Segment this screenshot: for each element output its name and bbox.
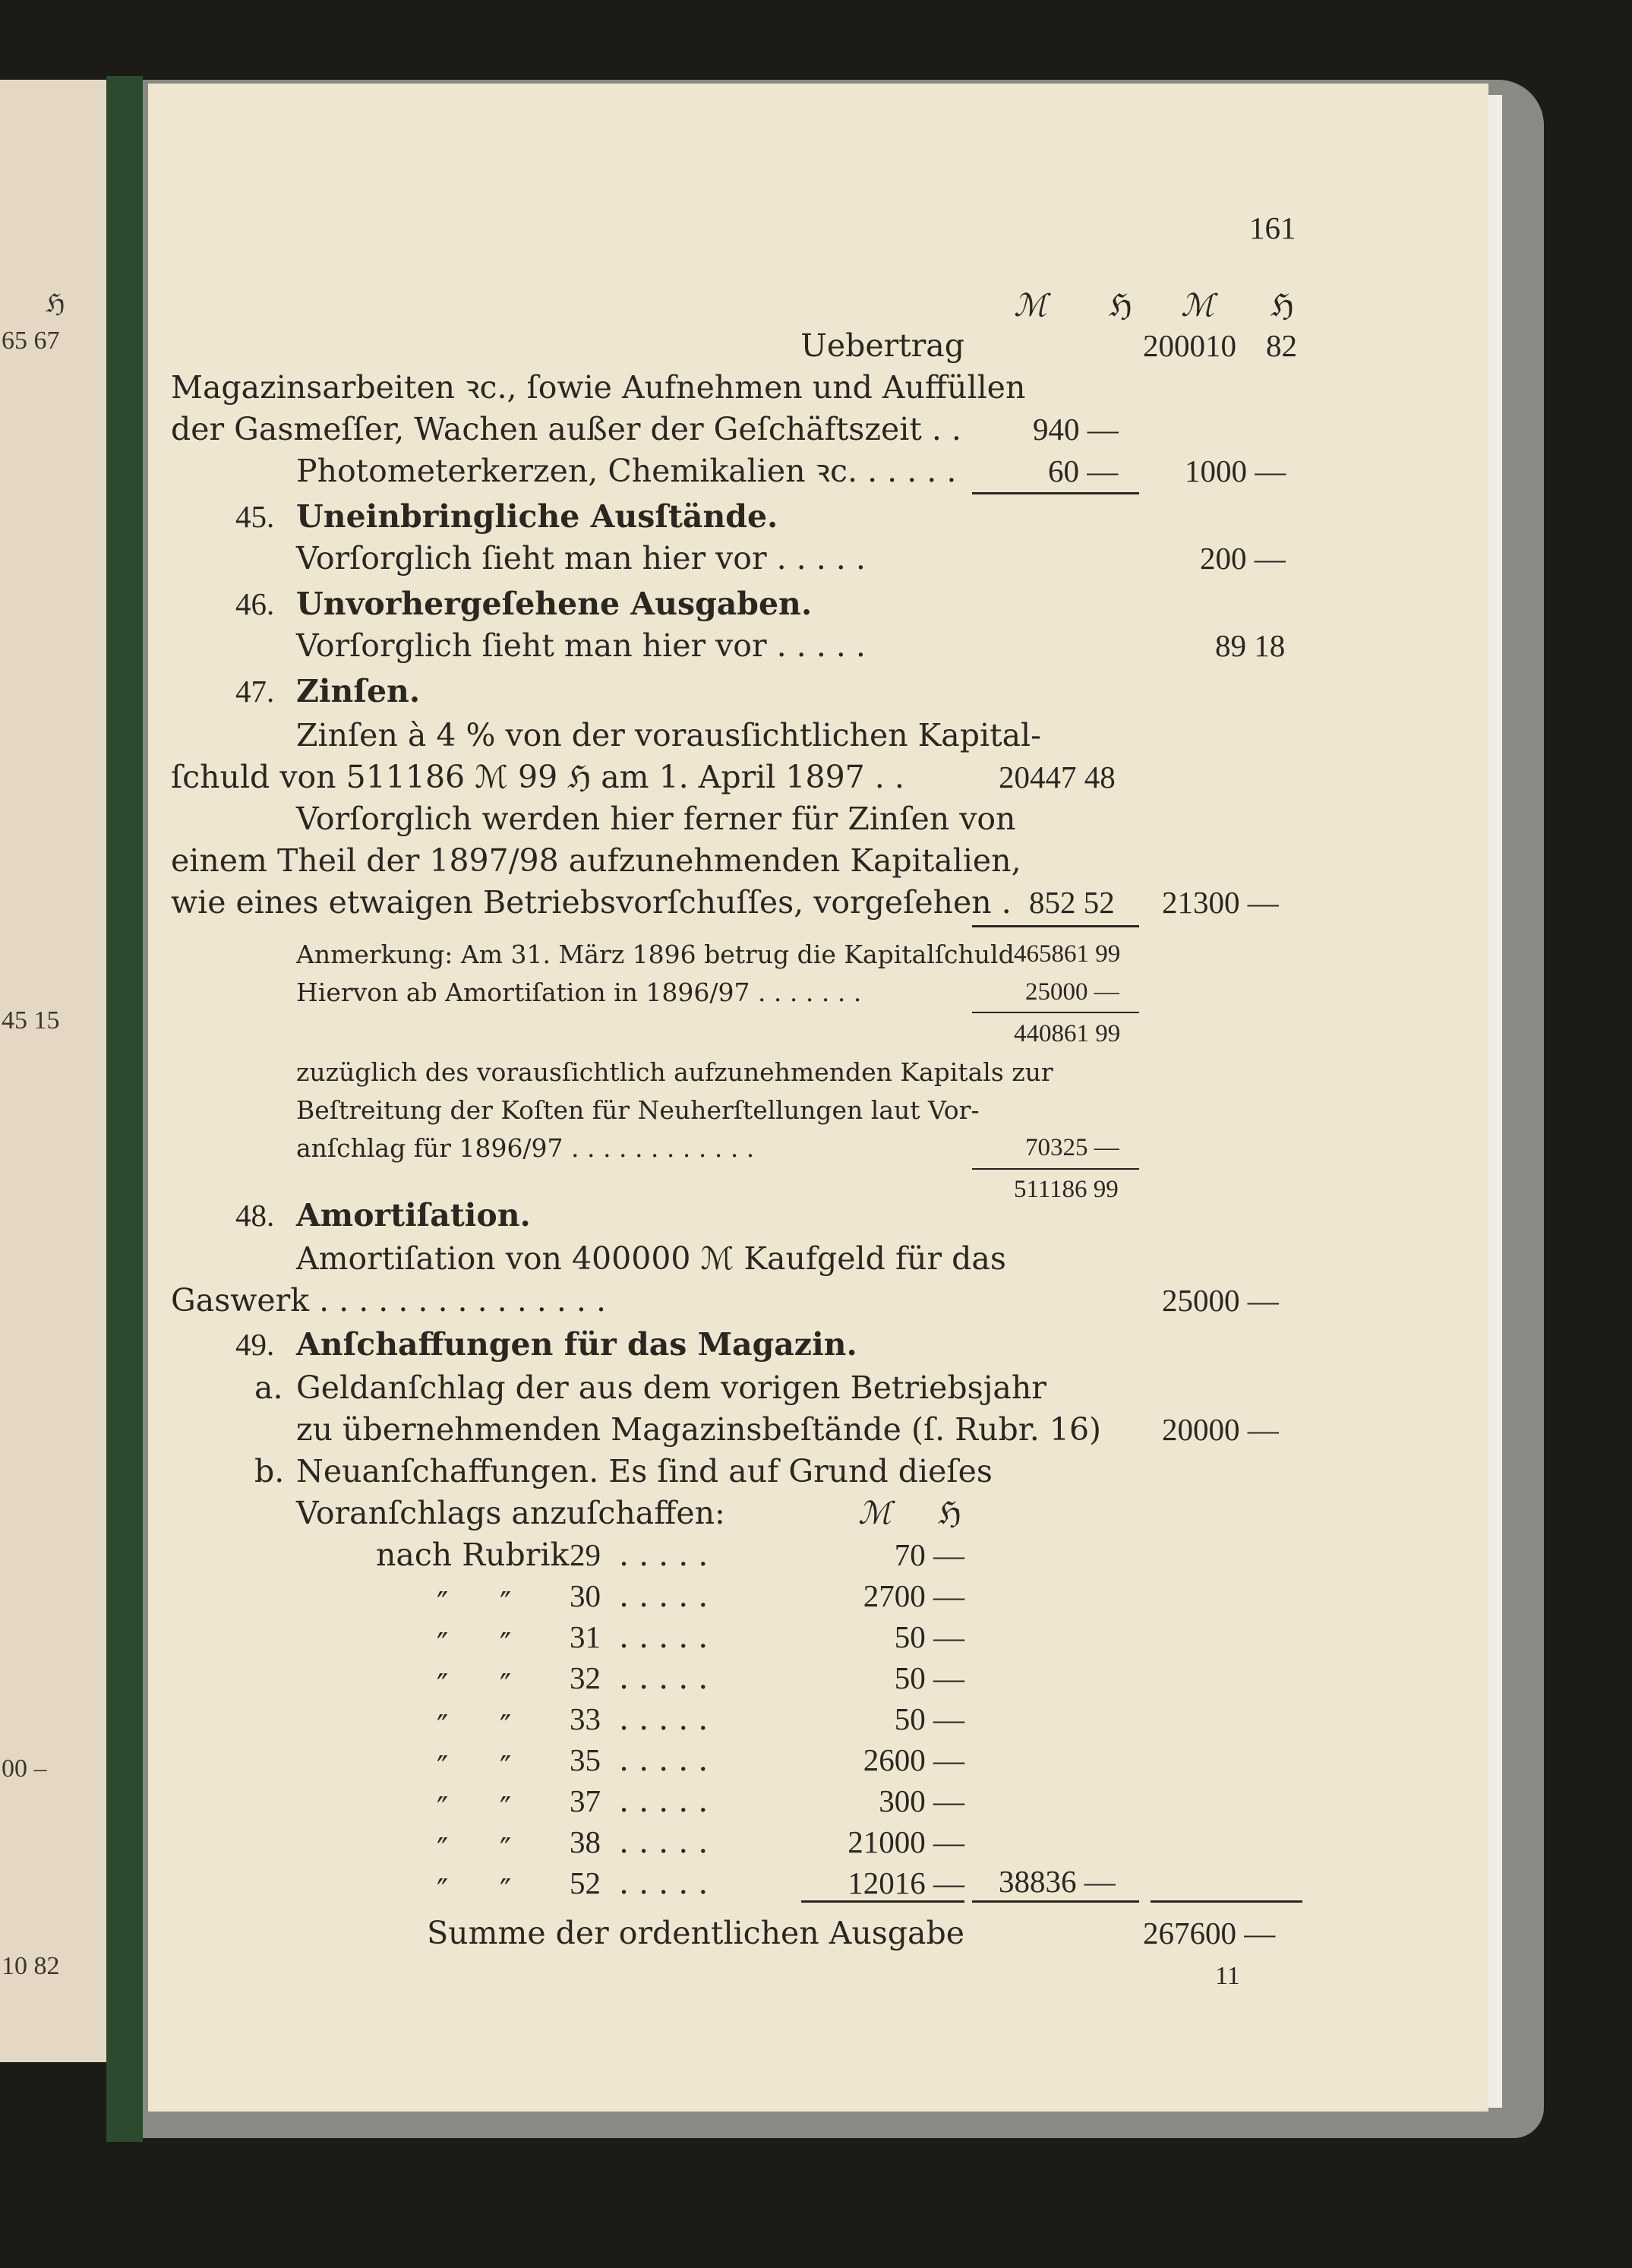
sum-amount: 267600 — [1143,1916,1276,1951]
amount-c1: 940 — [1033,412,1119,447]
rubrik-amount: 50 — [894,1619,964,1654]
note-amount: 70325 — [1025,1134,1119,1161]
text-line: Voranſchlags anzuſchaffen: [296,1495,725,1531]
column-header-mark: ℳ [1014,287,1047,324]
ditto-mark: ″ [437,1790,449,1827]
dot-leader: . . . . . [619,1865,709,1901]
text-line: Vorſorglich ſieht man hier vor . . . . . [296,540,866,576]
sub-header-mark: ℳ [858,1495,892,1531]
left-fragment: 65 67 [2,327,60,355]
text-line: Vorſorglich werden hier ferner für Zinſen von [296,801,1016,837]
amount-c1: 852 52 [1029,885,1115,920]
left-fragment: 00 – [2,1755,47,1783]
page-number: 161 [1249,210,1296,245]
amount-c2: 89 18 [1215,628,1286,663]
amount-c2: 1000 — [1185,453,1286,488]
rubrik-number: 33 [570,1701,601,1736]
carry-over-label: Uebertrag [800,327,964,364]
rubrik-amount: 2700 — [863,1578,964,1613]
text-line: wie eines etwaigen Betriebsvorſchuſſes, vorgeſehen . [171,884,1012,921]
rubrik-number: 37 [570,1783,601,1818]
note-line: zuzüglich des vorausſichtlich aufzunehmenden Kapitals zur [296,1057,1053,1087]
ditto-mark: ″ [437,1708,449,1745]
rubrik-number: 31 [570,1619,601,1654]
dot-leader: . . . . . [619,1783,709,1819]
rubrik-amount: 12016 — [848,1865,964,1900]
ditto-mark: ″ [500,1667,512,1704]
rubrik-number: 38 [570,1824,601,1859]
note-amount: 465861 99 [1014,940,1121,968]
ditto-mark: ″ [437,1667,449,1704]
item-label: b. [254,1453,285,1489]
column-header-pf: ℌ [1109,287,1132,324]
amount-c2: 25000 — [1162,1283,1279,1318]
amount-c1: 60 — [1048,453,1119,488]
note-line: Anmerkung: Am 31. März 1896 betrug die Kapitalſchuld [296,940,1015,969]
dot-leader: . . . . . [619,1742,709,1778]
dot-leader: . . . . . [619,1578,709,1614]
sub-header-pf: ℌ [938,1495,961,1531]
amount-c1: 38836 — [999,1864,1116,1899]
item-label: a. [254,1369,283,1406]
rubrik-number: 29 [570,1537,601,1572]
carry-over-mark: 200010 [1143,328,1236,363]
text-line: Magazinsarbeiten ꝛc., ſowie Aufnehmen und Auffüllen [171,369,1026,406]
section-number: 48. [235,1198,275,1233]
amount-c2: 21300 — [1162,885,1279,920]
rubrik-label: nach Rubrik [376,1537,570,1573]
sum-rule [972,1900,1139,1903]
section-title: Unvorhergeſehene Ausgaben. [296,586,813,622]
carry-over-pf: 82 [1266,328,1297,363]
text-line: zu übernehmenden Magazinsbeſtände (ſ. Rubr. 16) [296,1411,1102,1448]
amount-c1: 20447 48 [999,760,1116,794]
dot-leader: . . . . . [619,1701,709,1737]
rubrik-number: 32 [570,1660,601,1695]
text-line: einem Theil der 1897/98 aufzunehmenden Kapitalien, [171,842,1021,879]
rubrik-number: 35 [570,1742,601,1777]
page-edge [1488,95,1502,2108]
note-line: Beſtreitung der Koſten für Neuherſtellungen laut Vor- [296,1095,980,1125]
note-line: anſchlag für 1896/97 . . . . . . . . . . . . [296,1133,755,1163]
left-fragment: ℌ [46,290,65,318]
ditto-mark: ″ [437,1749,449,1786]
note-amount: 511186 99 [1014,1176,1119,1203]
sum-rule [972,925,1139,927]
sum-rule [972,1012,1139,1013]
note-amount: 440861 99 [1014,1020,1121,1047]
rubrik-number: 52 [570,1865,601,1900]
ditto-mark: ″ [437,1626,449,1663]
ditto-mark: ″ [500,1708,512,1745]
text-line: Gaswerk . . . . . . . . . . . . . . . [171,1282,607,1319]
rubrik-amount: 2600 — [863,1742,964,1777]
ditto-mark: ″ [437,1585,449,1622]
text-line: ſchuld von 511186 ℳ 99 ℌ am 1. April 1897 . . [171,759,904,795]
rubrik-amount: 70 — [894,1537,964,1572]
sum-rule [972,1168,1139,1170]
section-title: Uneinbringliche Ausſtände. [296,498,778,535]
section-number: 47. [235,674,275,709]
left-fragment: 10 82 [2,1952,60,1980]
section-title: Amortiſation. [296,1197,531,1234]
right-page [148,84,1488,2112]
text-line: Neuanſchaffungen. Es ſind auf Grund dieſes [296,1453,993,1489]
text-line: Zinſen à 4 % von der vorausſichtlichen Kapital- [296,717,1041,753]
text-line: Vorſorglich ſieht man hier vor . . . . . [296,627,866,664]
ditto-mark: ″ [500,1790,512,1827]
sum-rule [1151,1900,1302,1903]
sum-label: Summe der ordentlichen Ausgabe [427,1915,964,1951]
section-title: Zinſen. [296,673,421,709]
sum-rule [972,492,1139,494]
note-line: Hiervon ab Amortiſation in 1896/97 . . . . . . . [296,978,862,1007]
signature-mark: 11 [1215,1962,1240,1990]
ditto-mark: ″ [437,1872,449,1909]
ditto-mark: ″ [500,1626,512,1663]
ditto-mark: ″ [500,1831,512,1868]
rubrik-amount: 50 — [894,1701,964,1736]
section-number: 49. [235,1327,275,1362]
ditto-mark: ″ [437,1831,449,1868]
text-line: Geldanſchlag der aus dem vorigen Betriebsjahr [296,1369,1046,1406]
rubrik-number: 30 [570,1578,601,1613]
note-amount: 25000 — [1025,978,1119,1006]
dot-leader: . . . . . [619,1660,709,1696]
amount-c2: 20000 — [1162,1412,1279,1447]
rubrik-amount: 50 — [894,1660,964,1695]
section-number: 46. [235,586,275,621]
dot-leader: . . . . . [619,1537,709,1573]
dot-leader: . . . . . [619,1619,709,1655]
book-spine [106,76,143,2142]
sum-rule [801,1900,964,1903]
column-header-pf: ℌ [1271,287,1294,324]
rubrik-amount: 300 — [879,1783,964,1818]
ditto-mark: ″ [500,1872,512,1909]
rubrik-amount: 21000 — [848,1824,964,1859]
left-fragment: 45 15 [2,1006,60,1034]
section-number: 45. [235,499,275,534]
dot-leader: . . . . . [619,1824,709,1860]
ditto-mark: ″ [500,1585,512,1622]
column-header-mark: ℳ [1181,287,1214,324]
ditto-mark: ″ [500,1749,512,1786]
text-line: Amortiſation von 400000 ℳ Kaufgeld für das [296,1240,1006,1277]
section-title: Anſchaffungen für das Magazin. [296,1326,857,1363]
amount-c2: 200 — [1200,541,1286,576]
text-line: der Gasmeſſer, Wachen außer der Geſchäftszeit . . [171,411,961,447]
text-line: Photometerkerzen, Chemikalien ꝛc. . . . . . [296,453,957,489]
